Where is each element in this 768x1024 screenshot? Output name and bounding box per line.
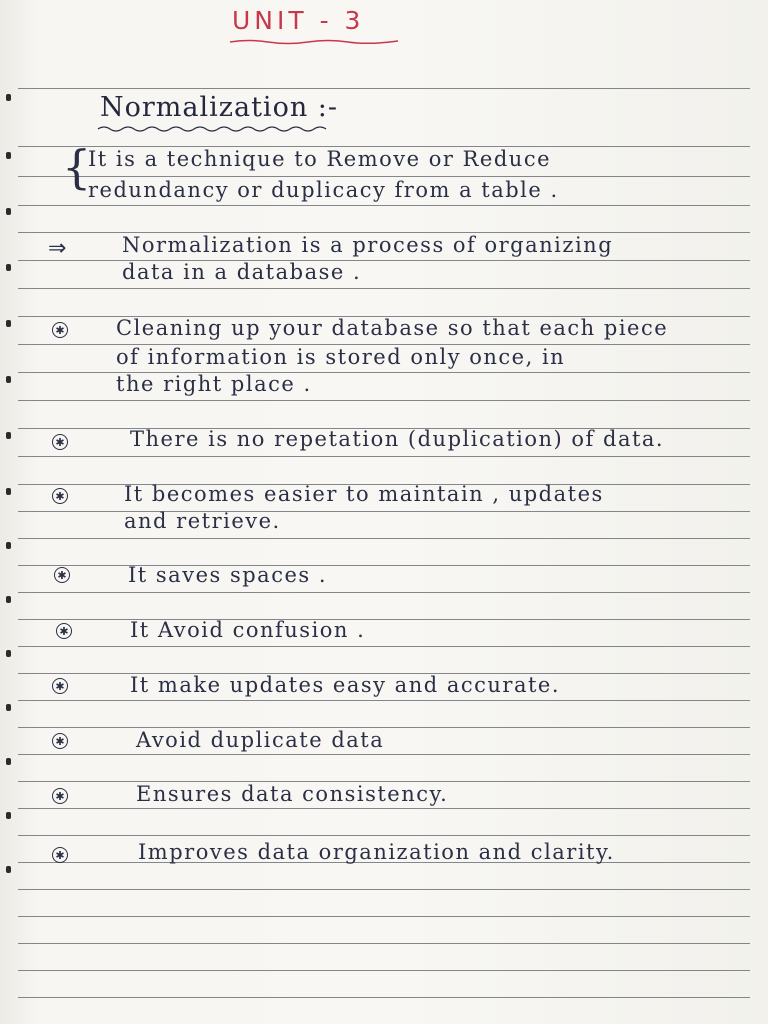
heading-underline: [96, 124, 336, 134]
bullet-line: the right place .: [116, 372, 312, 396]
ruled-line: [18, 943, 750, 944]
bullet-marker-icon: ✱: [56, 623, 72, 639]
binding-hole: [6, 704, 11, 711]
bullet-marker-icon: ✱: [52, 847, 68, 863]
ruled-line: [18, 205, 750, 206]
binding-hole: [6, 320, 11, 327]
binding-hole: [6, 866, 11, 873]
bullet-line: It becomes easier to maintain , updates: [124, 482, 604, 506]
curly-brace: {: [62, 140, 92, 194]
definition-line-1: It is a technique to Remove or Reduce: [88, 147, 552, 171]
binding-hole: [6, 650, 11, 657]
ruled-line: [18, 835, 750, 836]
bullet-marker-icon: ✱: [52, 488, 68, 504]
title-underline: [228, 38, 400, 46]
definition-line-2: redundancy or duplicacy from a table .: [88, 178, 559, 202]
bullet-marker-icon: ✱: [54, 567, 70, 583]
bullet-line: There is no repetation (duplication) of data.: [130, 427, 665, 451]
bullet-line: Avoid duplicate data: [136, 728, 385, 752]
bullet-marker-icon: ✱: [52, 788, 68, 804]
ruled-line: [18, 288, 750, 289]
binding-hole: [6, 94, 11, 101]
binding-hole: [6, 376, 11, 383]
binding-hole: [6, 208, 11, 215]
ruled-line: [18, 592, 750, 593]
bullet-marker-icon: ✱: [52, 733, 68, 749]
bullet-line: It make updates easy and accurate.: [130, 673, 561, 697]
ruled-line: [18, 754, 750, 755]
bullet-line: It saves spaces .: [128, 563, 328, 587]
unit-title: UNIT - 3: [232, 6, 365, 35]
bullet-line: Ensures data consistency.: [136, 782, 449, 806]
bullet-line: Improves data organization and clarity.: [138, 840, 615, 864]
ruled-line: [18, 997, 750, 998]
bullet-marker-icon: ✱: [52, 434, 68, 450]
ruled-line: [18, 619, 750, 620]
binding-hole: [6, 488, 11, 495]
section-heading: Normalization :-: [100, 92, 339, 123]
bullet-line: Cleaning up your database so that each piece: [116, 316, 669, 340]
binding-hole: [6, 812, 11, 819]
ruled-line: [18, 808, 750, 809]
arrow-point-line-1: Normalization is a process of organizing: [122, 233, 614, 257]
arrow-point-line-2: data in a database .: [122, 260, 362, 284]
binding-hole: [6, 152, 11, 159]
binding-hole: [6, 264, 11, 271]
ruled-line: [18, 88, 750, 89]
ruled-line: [18, 970, 750, 971]
ruled-line: [18, 889, 750, 890]
arrow-icon: ⇒: [48, 236, 67, 261]
bullet-marker-icon: ✱: [52, 678, 68, 694]
bullet-marker-icon: ✱: [52, 322, 68, 338]
ruled-line: [18, 916, 750, 917]
ruled-line: [18, 400, 750, 401]
binding-hole: [6, 542, 11, 549]
bullet-line: and retrieve.: [124, 509, 281, 533]
ruled-line: [18, 456, 750, 457]
ruled-line: [18, 646, 750, 647]
binding-hole: [6, 758, 11, 765]
bullet-line: It Avoid confusion .: [130, 618, 366, 642]
binding-hole: [6, 432, 11, 439]
ruled-line: [18, 700, 750, 701]
ruled-line: [18, 538, 750, 539]
bullet-line: of information is stored only once, in: [116, 345, 566, 369]
binding-hole: [6, 596, 11, 603]
ruled-line: [18, 176, 750, 177]
